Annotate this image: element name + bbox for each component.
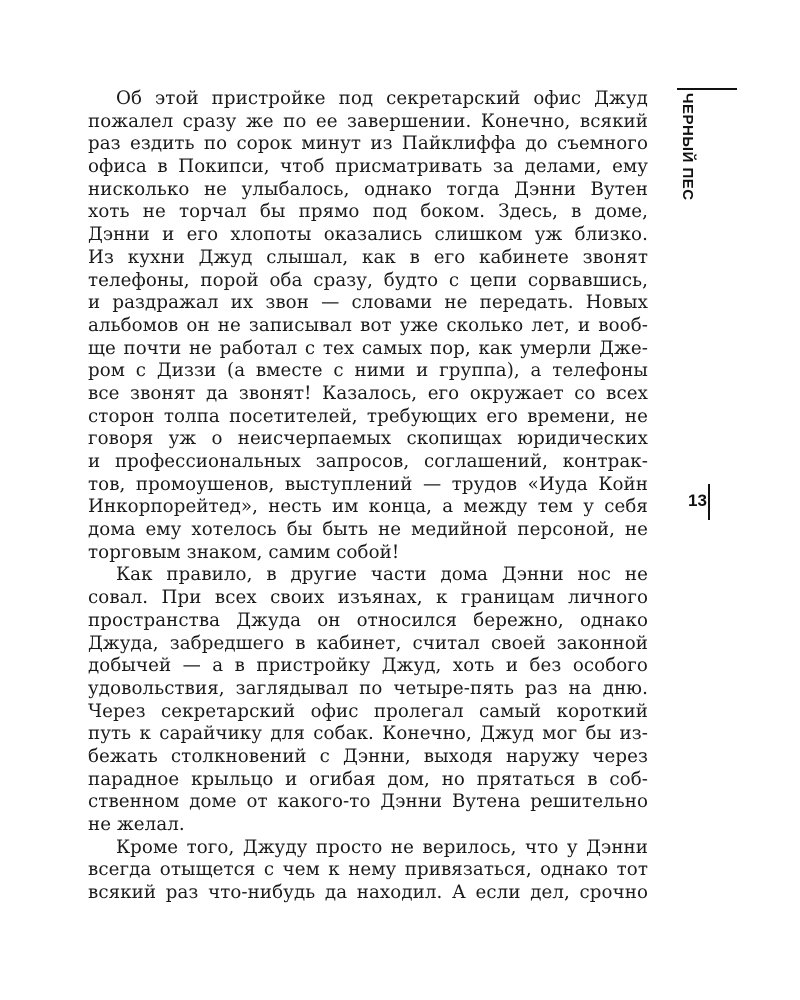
- text-line: и профессиональных запросов, соглашений, контрак-: [88, 451, 648, 472]
- text-line: нисколько не улыбалось, однако тогда Дэнни Вутен: [88, 178, 648, 200]
- text-line: говоря уж о неисчерпаемых скопищах юридических: [88, 428, 648, 450]
- text-line: путь к сарайчику для собак. Конечно, Джуд мог бы из-: [88, 723, 648, 745]
- folio-rule: [708, 484, 710, 520]
- text-line: торговым знаком, самим собой!: [88, 541, 400, 563]
- text-line: телефоны, порой оба сразу, будто с цепи сорвавшись,: [88, 269, 648, 291]
- running-head-text: ЧЕРНЫЙ ПЕС: [679, 93, 696, 201]
- text-line: ром с Диззи (а вместе с ними и группа), а телефоны: [88, 360, 648, 382]
- text-line: раз ездить по сорок минут из Пайклиффа до съемного: [88, 133, 648, 155]
- text-line: хоть не торчал бы прямо под боком. Здесь, в доме,: [88, 201, 648, 223]
- text-line: добычей — а в пристройку Джуд, хоть и без особого: [88, 655, 648, 677]
- text-line: удовольствия, заглядывал по четыре-пять раз на дню.: [88, 677, 648, 699]
- header-rule: [677, 88, 737, 90]
- text-line: альбомов он не записывал вот уже сколько лет, и вооб-: [88, 314, 648, 336]
- text-line: Через секретарский офис пролегал самый короткий: [88, 700, 648, 722]
- text-line: Кроме того, Джуду просто не верилось, что у Дэнни: [116, 836, 648, 858]
- text-line: ственном доме от какого-то Дэнни Вутена решительно: [88, 791, 648, 813]
- text-line: бежать столкновений с Дэнни, выходя наружу через: [88, 745, 648, 767]
- text-line: сторон толпа посетителей, требующих его времени, не: [88, 405, 648, 427]
- text-line: все звонят да звонят! Казалось, его окружает со всех: [88, 382, 648, 404]
- text-line: не желал.: [88, 814, 185, 835]
- text-line: пространства Джуда он относился бережно, однако: [88, 609, 648, 631]
- text-line: Дэнни и его хлопоты оказались слишком уж близко.: [88, 224, 648, 246]
- text-line: Как правило, в другие части дома Дэнни нос не: [116, 564, 648, 586]
- text-line: офиса в Покипси, чтоб присматривать за делами, ему: [88, 156, 648, 178]
- page-number: 13: [688, 491, 707, 510]
- text-line: пожалел сразу же по ее завершении. Конечно, всякий: [88, 110, 648, 132]
- text-line: совал. При всех своих изъянах, к границам личного: [88, 587, 648, 609]
- text-line: Об этой пристройке под секретарский офис Джуд: [116, 88, 648, 109]
- text-line: ще почти не работал с тех самых пор, как умерли Дже-: [88, 337, 648, 359]
- text-line: и раздражал их звон — словами не передать. Новых: [88, 292, 648, 314]
- text-line: Джуда, забредшего в кабинет, считал своей законной: [88, 632, 648, 654]
- text-line: Инкорпорейтед», несть им конца, а между тем у себя: [88, 496, 648, 518]
- text-line: дома ему хотелось бы быть не медийной персоной, не: [88, 519, 648, 541]
- text-line: тов, промоушенов, выступлений — трудов «Иуда Койн: [88, 473, 648, 495]
- page-body: [88, 88, 648, 905]
- text-line: всякий раз что-нибудь да находил. А если дел, срочно: [88, 882, 648, 904]
- text-line: парадное крыльцо и огибая дом, но прятаться в соб-: [88, 768, 648, 790]
- running-head: [678, 93, 700, 201]
- text-line: всегда отыщется с чем к нему привязаться, однако тот: [88, 859, 648, 881]
- text-line: Из кухни Джуд слышал, как в его кабинете звонят: [88, 246, 648, 268]
